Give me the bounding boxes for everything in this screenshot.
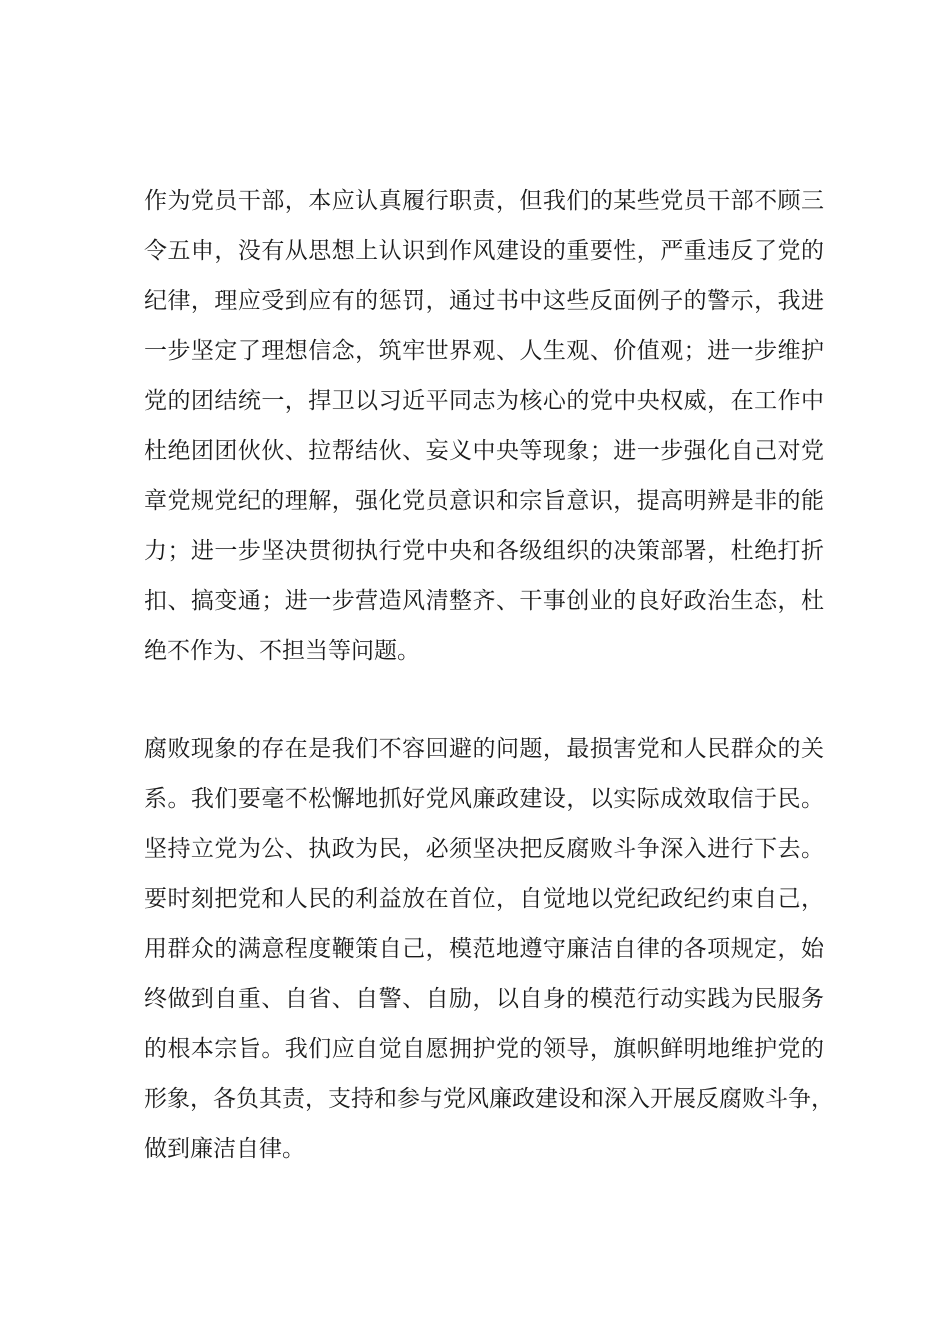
paragraph-line: 要时刻把党和人民的利益放在首位，自觉地以党纪政纪约束自己， xyxy=(144,886,824,912)
paragraph-line: 腐败现象的存在是我们不容回避的问题，最损害党和人民群众的关 xyxy=(144,736,824,762)
paragraph-line: 用群众的满意程度鞭策自己，模范地遵守廉洁自律的各项规定，始 xyxy=(144,936,824,962)
paragraph-line: 做到廉洁自律。 xyxy=(144,1136,305,1162)
paragraph-line: 力；进一步坚决贯彻执行党中央和各级组织的决策部署，杜绝打折 xyxy=(144,538,824,564)
paragraph-1 xyxy=(144,176,824,676)
paragraph-line: 杜绝团团伙伙、拉帮结伙、妄义中央等现象；进一步强化自己对党 xyxy=(144,438,824,464)
paragraph-line: 作为党员干部，本应认真履行职责，但我们的某些党员干部不顾三 xyxy=(144,188,824,214)
paragraph-2 xyxy=(144,724,834,1174)
paragraph-line: 令五申，没有从思想上认识到作风建设的重要性，严重违反了党的 xyxy=(144,238,824,264)
paragraph-line: 纪律，理应受到应有的惩罚，通过书中这些反面例子的警示，我进 xyxy=(144,288,824,314)
paragraph-line: 终做到自重、自省、自警、自励，以自身的模范行动实践为民服务 xyxy=(144,986,824,1012)
paragraph-line: 扣、搞变通；进一步营造风清整齐、干事创业的良好政治生态，杜 xyxy=(144,588,824,614)
paragraph-line: 章党规党纪的理解，强化党员意识和宗旨意识，提高明辨是非的能 xyxy=(144,488,824,514)
paragraph-line: 绝不作为、不担当等问题。 xyxy=(144,638,420,664)
paragraph-line: 坚持立党为公、执政为民，必须坚决把反腐败斗争深入进行下去。 xyxy=(144,836,824,862)
paragraph-line: 的根本宗旨。我们应自觉自愿拥护党的领导，旗帜鲜明地维护党的 xyxy=(144,1036,824,1062)
paragraph-line: 系。我们要毫不松懈地抓好党风廉政建设，以实际成效取信于民。 xyxy=(144,786,824,812)
paragraph-line: 一步坚定了理想信念，筑牢世界观、人生观、价值观；进一步维护 xyxy=(144,338,824,364)
paragraph-line: 党的团结统一，捍卫以习近平同志为核心的党中央权威，在工作中 xyxy=(144,388,824,414)
paragraph-line: 形象，各负其责，支持和参与党风廉政建设和深入开展反腐败斗争， xyxy=(144,1086,834,1112)
